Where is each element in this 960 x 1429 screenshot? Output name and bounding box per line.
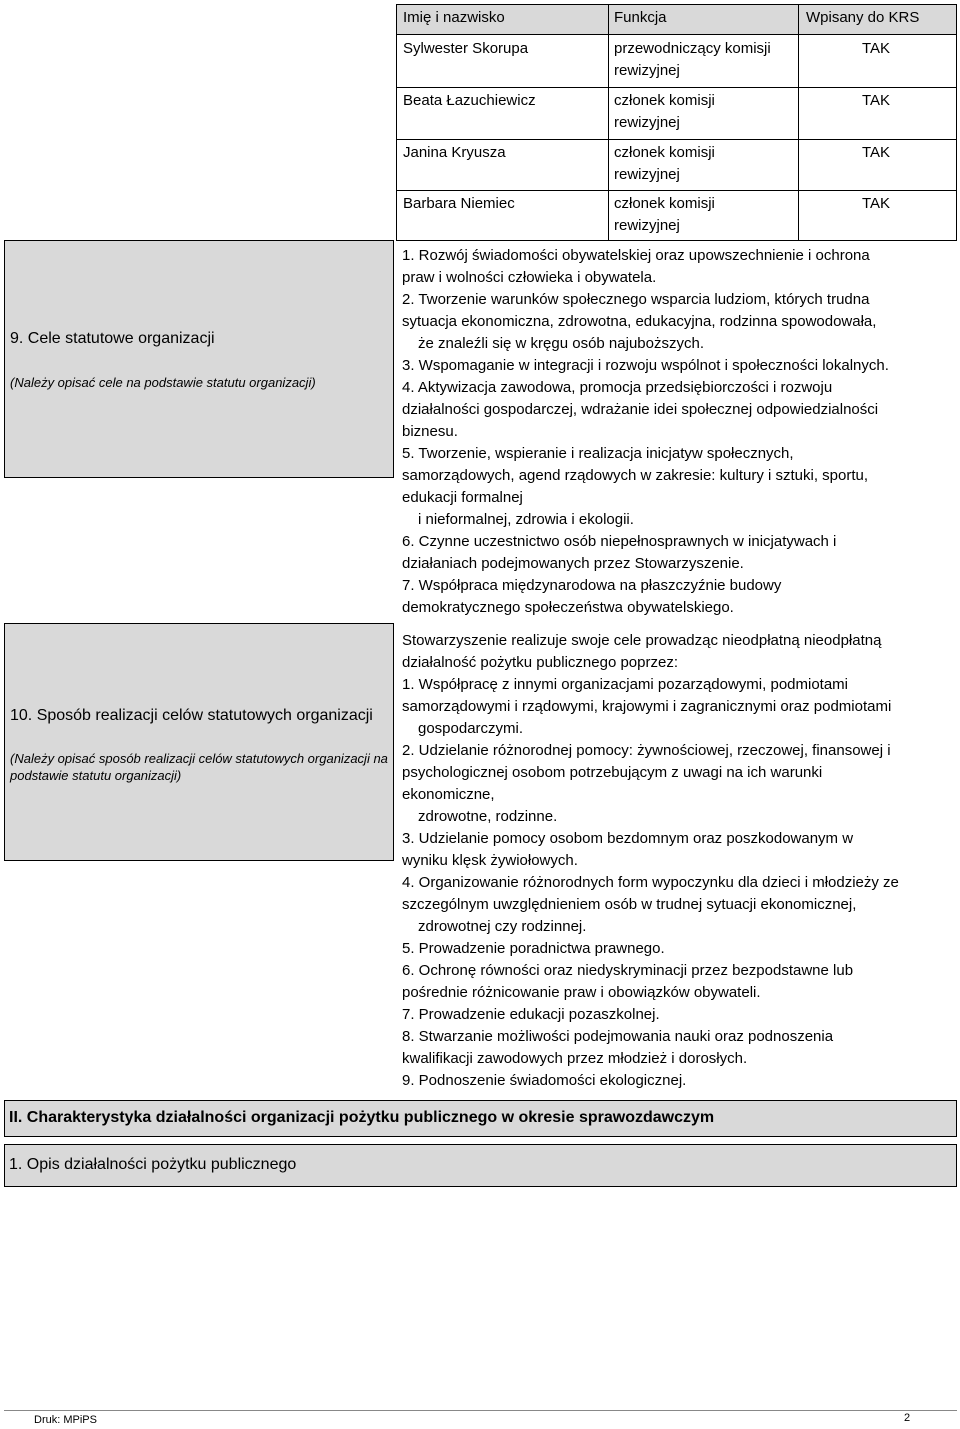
text-line: Stowarzyszenie realizuje swoje cele prowadząc nieodpłatną nieodpłatną <box>402 632 882 649</box>
table-cell-function: członek komisji <box>614 92 715 109</box>
table-cell-function: przewodniczący komisji <box>614 40 771 57</box>
table-cell-name: Sylwester Skorupa <box>403 40 529 57</box>
text-line: wyniku klęsk żywiołowych. <box>402 852 578 869</box>
table-vline <box>608 4 609 241</box>
table-cell-krs: TAK <box>862 40 891 57</box>
text-line: 5. Prowadzenie poradnictwa prawnego. <box>402 940 665 957</box>
section-1-header <box>4 1144 957 1187</box>
text-line: działalność pożytku publicznego poprzez: <box>402 654 678 671</box>
text-line: gospodarczymi. <box>418 720 524 737</box>
table-cell-function: rewizyjnej <box>614 114 680 131</box>
section-1-title: 1. Opis działalności pożytku publicznego <box>9 1156 297 1173</box>
text-line: działaniach podejmowanych przez Stowarzyszenie. <box>402 555 744 572</box>
section-ii-title: II. Charakterystyka działalności organizacji pożytku publicznego w okresie sprawozdawczym <box>9 1109 715 1126</box>
text-line: i nieformalnej, zdrowia i ekologii. <box>418 511 634 528</box>
text-line: zdrowotne, rodzinne. <box>418 808 558 825</box>
table-hline <box>396 34 957 35</box>
section10-content <box>402 630 958 1092</box>
footer-divider <box>4 1410 957 1411</box>
footer-print-label: Druk: MPiPS <box>34 1414 97 1426</box>
table-cell-function: rewizyjnej <box>614 62 680 79</box>
text-line: 3. Wspomaganie w integracji i rozwoju wspólnot i społeczności lokalnych. <box>402 357 889 374</box>
text-line: kwalifikacji zawodowych przez młodzież i dorosłych. <box>402 1050 748 1067</box>
text-line: 6. Czynne uczestnictwo osób niepełnosprawnych w inicjatywach i <box>402 533 837 550</box>
header-function: Funkcja <box>614 9 667 26</box>
text-line: praw i wolności człowieka i obywatela. <box>402 269 657 286</box>
section10-label-box <box>4 623 394 861</box>
text-line: demokratycznego społeczeństwa obywatelskiego. <box>402 599 734 616</box>
section9-label-box <box>4 240 394 478</box>
text-line: szczególnym uwzględnieniem osób w trudnej sytuacji ekonomicznej, <box>402 896 857 913</box>
table-hline <box>396 190 957 191</box>
text-line: 5. Tworzenie, wspieranie i realizacja inicjatyw społecznych, <box>402 445 794 462</box>
table-cell-krs: TAK <box>862 195 891 212</box>
text-line: biznesu. <box>402 423 458 440</box>
text-line: 6. Ochronę równości oraz niedyskryminacji przez bezpodstawne lub <box>402 962 854 979</box>
text-line: zdrowotnej czy rodzinnej. <box>418 918 587 935</box>
text-line: 4. Aktywizacja zawodowa, promocja przedsiębiorczości i rozwoju <box>402 379 833 396</box>
header-name: Imię i nazwisko <box>403 9 505 26</box>
table-cell-function: członek komisji <box>614 144 715 161</box>
text-line: 7. Współpraca międzynarodowa na płaszczyźnie budowy <box>402 577 782 594</box>
text-line: 1. Rozwój świadomości obywatelskiej oraz upowszechnienie i ochrona <box>402 247 870 264</box>
text-line: 2. Udzielanie różnorodnej pomocy: żywnościowej, rzeczowej, finansowej i <box>402 742 891 759</box>
text-line: 1. Współpracę z innymi organizacjami pozarządowymi, podmiotami <box>402 676 849 693</box>
text-line: sytuacja ekonomiczna, zdrowotna, edukacyjna, rodzinna spowodowała, <box>402 313 877 330</box>
table-cell-name: Beata Łazuchiewicz <box>403 92 536 109</box>
table-cell-function: członek komisji <box>614 195 715 212</box>
text-line: 4. Organizowanie różnorodnych form wypoczynku dla dzieci i młodzieży ze <box>402 874 899 891</box>
table-cell-krs: TAK <box>862 144 891 161</box>
table-cell-name: Barbara Niemiec <box>403 195 515 212</box>
table-vline <box>798 4 799 241</box>
section10-note: (Należy opisać sposób realizacji celów statutowych organizacji na <box>10 751 388 766</box>
text-line: 7. Prowadzenie edukacji pozaszkolnej. <box>402 1006 660 1023</box>
section10-title: 10. Sposób realizacji celów statutowych organizacji <box>10 707 373 724</box>
text-line: samorządowych, agend rządowych w zakresie: kultury i sztuki, sportu, <box>402 467 869 484</box>
text-line: psychologicznej osobom potrzebującym z uwagi na ich warunki <box>402 764 823 781</box>
section9-title: 9. Cele statutowe organizacji <box>10 330 215 347</box>
section9-note: (Należy opisać cele na podstawie statutu organizacji) <box>10 375 316 390</box>
table-hline <box>396 139 957 140</box>
table-hline <box>396 87 957 88</box>
text-line: samorządowymi i rządowymi, krajowymi i zagranicznymi oraz podmiotami <box>402 698 892 715</box>
section-ii-header <box>4 1100 957 1137</box>
table-cell-name: Janina Kryusza <box>403 144 506 161</box>
text-line: edukacji formalnej <box>402 489 523 506</box>
section10-note: podstawie statutu organizacji) <box>10 768 182 783</box>
text-line: działalności gospodarczej, wdrażanie idei społecznej odpowiedzialności <box>402 401 879 418</box>
header-krs: Wpisany do KRS <box>806 9 920 26</box>
table-cell-function: rewizyjnej <box>614 166 680 183</box>
text-line: 8. Stwarzanie możliwości podejmowania nauki oraz podnoszenia <box>402 1028 834 1045</box>
text-line: 2. Tworzenie warunków społecznego wsparcia ludziom, których trudna <box>402 291 870 308</box>
text-line: 9. Podnoszenie świadomości ekologicznej. <box>402 1072 687 1089</box>
section9-content <box>402 245 958 619</box>
text-line: że znaleźli się w kręgu osób najuboższych. <box>418 335 704 352</box>
table-cell-function: rewizyjnej <box>614 217 680 234</box>
text-line: pośrednie różnicowanie praw i obowiązków obywateli. <box>402 984 761 1001</box>
page-number: 2 <box>904 1412 911 1424</box>
text-line: ekonomiczne, <box>402 786 495 803</box>
text-line: 3. Udzielanie pomocy osobom bezdomnym oraz poszkodowanym w <box>402 830 854 847</box>
table-cell-krs: TAK <box>862 92 891 109</box>
